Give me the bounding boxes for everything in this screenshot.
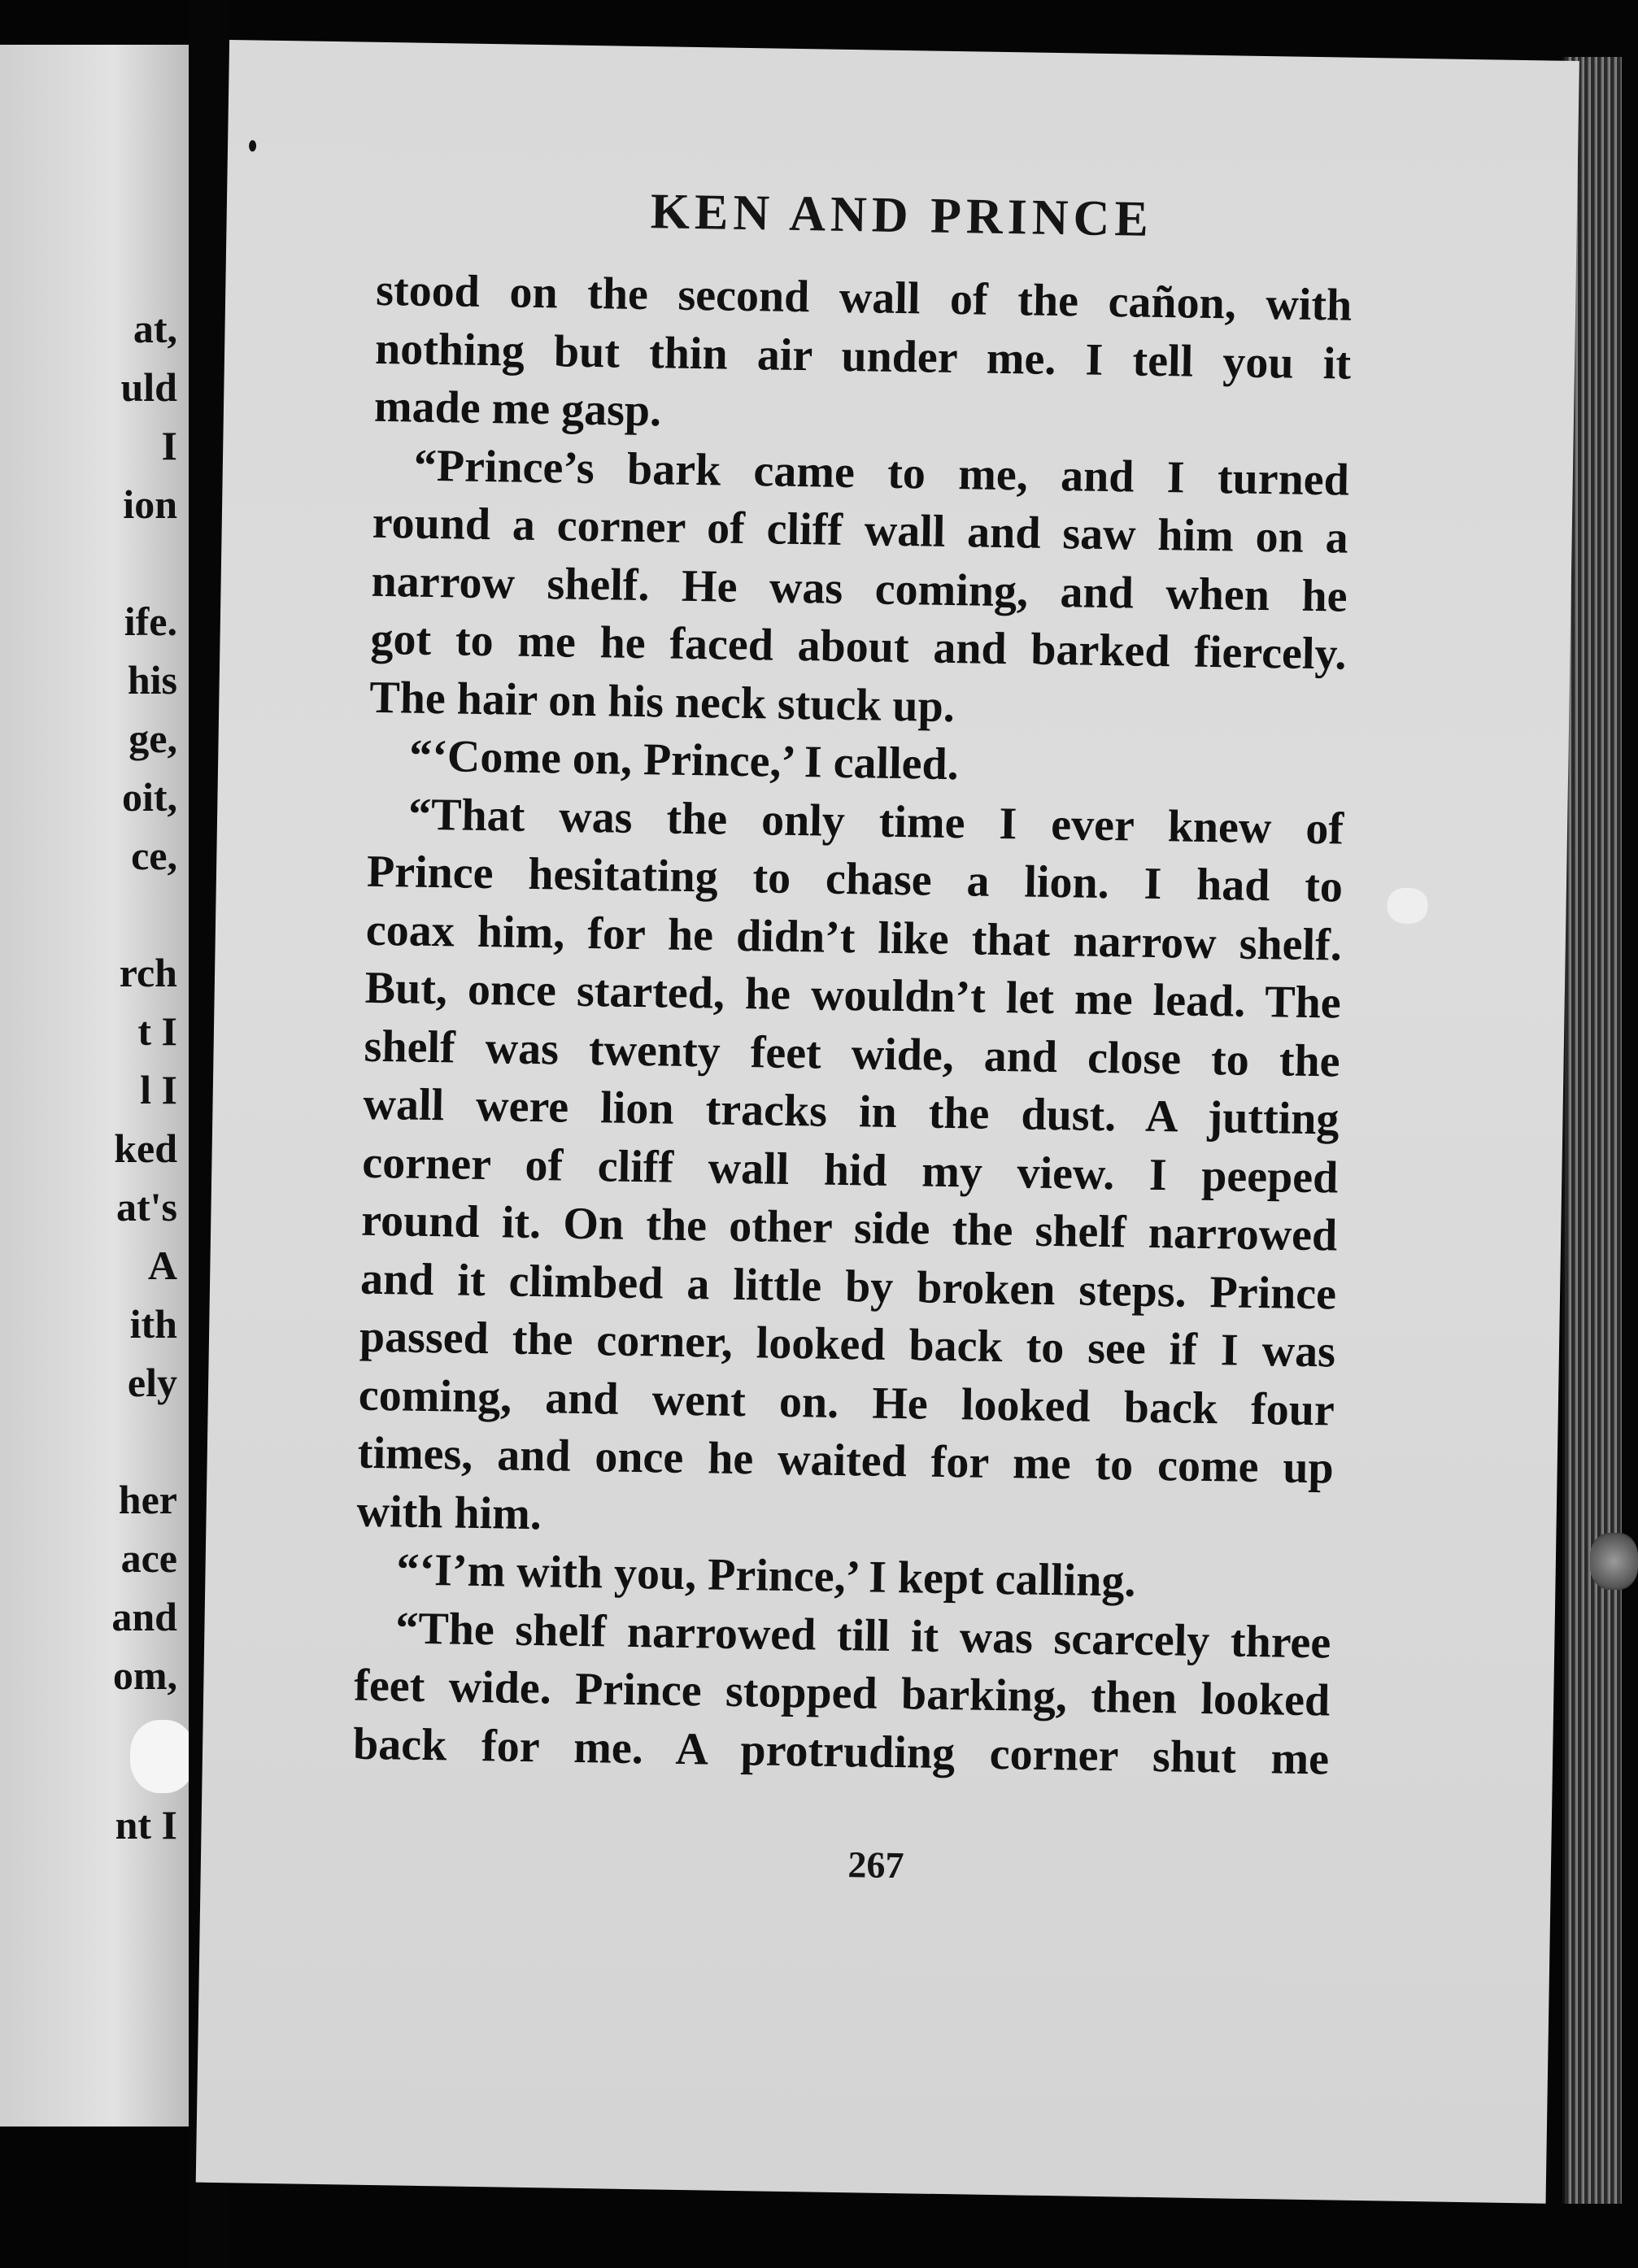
text-line: “That was the only time I ever knew of: [407, 789, 1344, 855]
text-line: “‘Come on, Prince,’ I called.: [408, 730, 960, 790]
text-line: The hair on his neck stuck up.: [368, 672, 956, 732]
previous-page-line: rch: [119, 950, 177, 995]
previous-page-line: ife.: [124, 599, 177, 644]
running-head: KEN AND PRINCE: [650, 184, 1154, 247]
text-line: nothing but thin air under me. I tell you it: [374, 323, 1352, 390]
text-line: and it climbed a little by broken steps. Prince: [359, 1253, 1337, 1320]
previous-page-line: om,: [112, 1652, 177, 1698]
text-line: “Prince’s bark came to me, and I turned: [413, 440, 1350, 506]
previous-page-line: uld: [120, 364, 177, 410]
text-line: shelf was twenty feet wide, and close to the: [364, 1021, 1341, 1087]
text-line: coming, and went on. He looked back four: [358, 1369, 1335, 1436]
previous-page-line: nt I: [115, 1802, 177, 1848]
text-line: times, and once he waited for me to come up: [357, 1427, 1335, 1494]
scan-blemish: [1590, 1533, 1638, 1590]
text-line: corner of cliff wall hid my view. I peeped: [361, 1137, 1339, 1204]
text-line: wall were lion tracks in the dust. A jutting: [363, 1078, 1340, 1145]
previous-page-line: ith: [129, 1301, 177, 1347]
scan-blemish: [130, 1720, 189, 1793]
text-line: got to me he faced about and barked fiercely.: [370, 613, 1347, 680]
text-line: round a corner of cliff wall and saw him on a: [372, 497, 1349, 564]
body-text: [353, 262, 1353, 1789]
previous-page-line: A: [147, 1243, 177, 1288]
previous-page-line: ce,: [131, 833, 177, 878]
previous-page-line: I: [161, 423, 177, 468]
page-number: 267: [847, 1844, 904, 1887]
text-line: round it. On the other side the shelf narrowed: [360, 1195, 1338, 1261]
previous-page-line: at's: [116, 1184, 177, 1230]
previous-page-line: his: [127, 657, 177, 703]
text-line: passed the corner, looked back to see if I was: [359, 1311, 1336, 1378]
previous-page-line: ge,: [129, 716, 177, 761]
text-line: feet wide. Prince stopped barking, then looked: [353, 1660, 1331, 1726]
previous-page-line: at,: [133, 306, 177, 351]
text-line: coax him, for he didn’t like that narrow shelf.: [365, 904, 1343, 971]
previous-page-fragment: [0, 45, 189, 2127]
previous-page-line: ace: [120, 1535, 177, 1581]
previous-page-line: oit,: [121, 774, 177, 820]
scan-blemish: [1387, 887, 1428, 924]
text-line: “‘I’m with you, Prince,’ I kept calling.: [396, 1544, 1136, 1607]
text-line: “The shelf narrowed till it was scarcely three: [394, 1602, 1331, 1668]
text-line: made me gasp.: [373, 381, 662, 437]
previous-page-line: l I: [140, 1067, 177, 1112]
text-line: narrow shelf. He was coming, and when he: [371, 555, 1348, 622]
text-line: Prince hesitating to chase a lion. I had to: [366, 846, 1344, 912]
text-line: with him.: [356, 1486, 542, 1539]
text-line: But, once started, he wouldn’t let me lead. The: [364, 962, 1342, 1029]
previous-page-line: and: [111, 1594, 177, 1639]
text-line: stood on the second wall of the cañon, with: [375, 264, 1353, 331]
scan-mark: [249, 140, 256, 151]
previous-page-line: ely: [127, 1360, 177, 1405]
book-page: [196, 40, 1579, 2204]
previous-page-line: t I: [137, 1008, 177, 1054]
previous-page-line: ked: [114, 1125, 177, 1171]
previous-page-line: her: [118, 1477, 177, 1522]
text-line: back for me. A protruding corner shut me: [352, 1718, 1330, 1784]
previous-page-line: ion: [123, 481, 177, 527]
